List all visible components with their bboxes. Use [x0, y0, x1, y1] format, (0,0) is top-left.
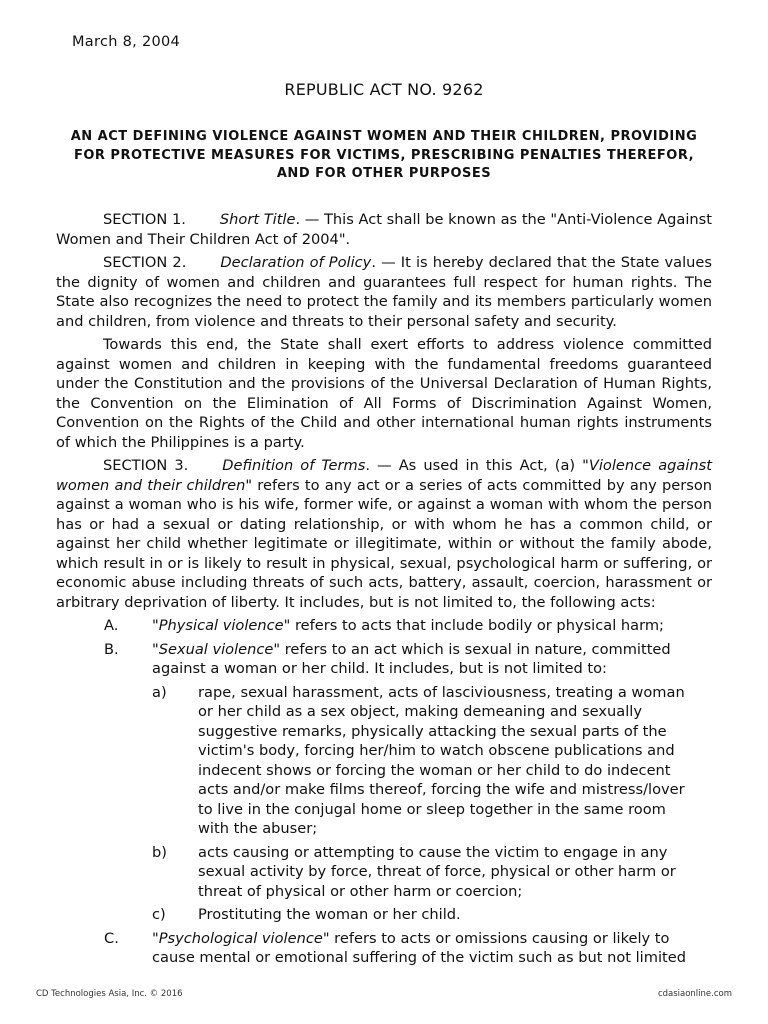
section-2-heading: Declaration of Policy — [220, 254, 372, 271]
section-2-text: . — It is hereby declared that the State values the dignity of women and children and guarantees full respect for human rights. The State also recognizes the need to protect the family and its members particularly women and children, from violence and threats to their personal safety and security. — [56, 254, 712, 330]
footer-publisher: CD Technologies Asia, Inc. © 2016 — [36, 989, 183, 999]
list-marker: c) — [152, 906, 166, 923]
list-item-text: "Physical violence" refers to acts that include bodily or physical harm; — [152, 617, 664, 634]
list-item-text: "Sexual violence" refers to an act which is sexual in nature, committed against a woman or her child. It includes, but is not limited to: — [152, 640, 671, 677]
list-item-c — [56, 929, 712, 968]
list-item-text: rape, sexual harassment, acts of lasciviousness, treating a woman or her child as a sex object, making demeaning and sexually suggestive remarks, physically attacking the sexual parts of the victim's body, forcing her/him to watch obscene publications and indecent shows or forcing the woman or her child to do indecent acts and/or make films thereof, forcing the wife and mistress/lover to live in the conjugal home or sleep together in the same room with the abuser; — [198, 683, 685, 837]
section-3-label: SECTION 3. — [103, 457, 189, 474]
section-2-label: SECTION 2. — [103, 254, 187, 271]
section-3-heading: Definition of Terms — [222, 457, 366, 474]
act-number: REPUBLIC ACT NO. 9262 — [284, 80, 484, 99]
list-marker: B. — [104, 640, 119, 658]
term-sexual-violence: Sexual violence — [158, 640, 274, 658]
section-3 — [56, 456, 712, 612]
list-subitem-c — [56, 905, 712, 925]
list-item-text: "Psychological violence" refers to acts or omissions causing or likely to cause mental or emotional suffering of the victim such as but not limited — [152, 929, 686, 966]
list-subitem-b — [56, 843, 712, 902]
section-1-heading: Short Title — [219, 211, 296, 228]
document-date: March 8, 2004 — [72, 34, 181, 50]
section-2 — [56, 253, 712, 331]
list-subitem-a — [56, 683, 712, 839]
section-1-label: SECTION 1. — [103, 211, 186, 228]
section-3-text-a: . — As used in this Act, (a) " — [365, 457, 589, 474]
act-long-title: AN ACT DEFINING VIOLENCE AGAINST WOMEN AND THEIR CHILDREN, PROVIDING FOR PROTECTIVE MEASURES FOR VICTIMS, PRESCRIBING PENALTIES THEREFOR, AND FOR OTHER PURPOSES — [70, 129, 698, 181]
list-marker: C. — [104, 929, 119, 947]
list-item-text: Prostituting the woman or her child. — [198, 906, 461, 923]
term-psychological-violence: Psychological violence — [158, 929, 323, 947]
footer-website: cdasiaonline.com — [657, 989, 732, 999]
document-body — [56, 210, 712, 972]
section-2-paragraph-2: Towards this end, the State shall exert efforts to address violence committed against women and children in keeping with the fundamental freedoms guaranteed under the Constitution and the provisions of the Universal Declaration of Human Rights, the Convention on the Elimination of All Forms of Discrimination Against Women, Convention on the Rights of the Child and other international human rights instruments of which the Philippines is a party. — [56, 336, 712, 451]
list-marker: A. — [104, 617, 119, 634]
section-1 — [56, 210, 712, 249]
list-marker: a) — [152, 683, 167, 701]
list-item-a — [56, 616, 712, 636]
definitions-list — [56, 616, 712, 968]
list-item-b — [56, 640, 712, 679]
list-item-text: acts causing or attempting to cause the victim to engage in any sexual activity by force, threat of force, physical or other harm or threat of physical or other harm or coercion; — [198, 843, 676, 900]
list-marker: b) — [152, 843, 167, 861]
section-1-text: . — This Act shall be known as the "Anti-Violence Against Women and Their Children Act of 2004". — [56, 211, 712, 248]
section-3-term: Violence against women and their children — [56, 457, 712, 494]
section-3-text-b: " refers to any act or a series of acts committed by any person against a woman who is his wife, former wife, or against a woman with whom the person has or had a sexual or dating relationship, or with whom he has a common child, or against her child whether legitimate or illegitimate, within or without the family abode, which result in or is likely to result in physical, sexual, psychological harm or suffering, or economic abuse including threats of such acts, battery, assault, coercion, harassment or arbitrary deprivation of liberty. It includes, but is not limited to, the following acts: — [56, 476, 713, 611]
term-physical-violence: Physical violence — [158, 617, 284, 634]
